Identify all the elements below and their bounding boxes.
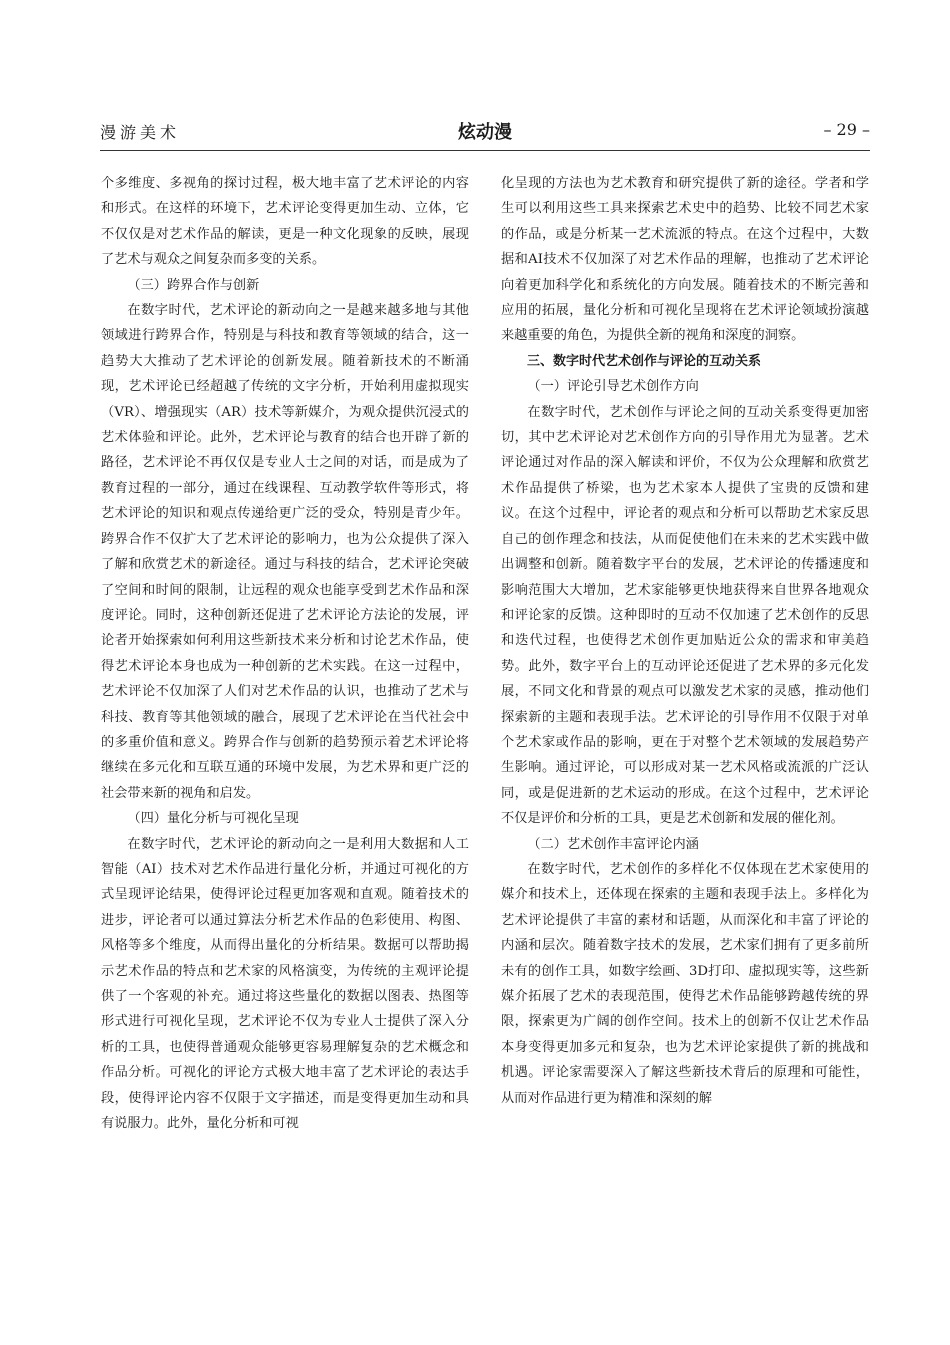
header-rule (100, 150, 870, 151)
journal-name: 漫游美术 (100, 123, 181, 142)
left-column (101, 171, 469, 1136)
page-header (100, 118, 870, 144)
section-heading-interaction: 三、数字时代艺术创作与评论的互动关系 (527, 353, 762, 369)
paragraph-enrich: 在数字时代，艺术创作的多样化不仅体现在艺术家使用的媒介和技术上，还体现在探索的主题和表现手法上。多样化为艺术评论提供了丰富的素材和话题，从而深化和丰富了评论的内涵和层次。随着数字技术的发展，艺术家们拥有了更多前所未有的创作工具，如数字绘画、3D打印、虚拟现实等，这些新媒介拓展了艺术的表现范围，使得艺术作品能够跨越传统的界限，探索更为广阔的创作空间。技术上的创新不仅让艺术作品本身变得更加多元和复杂，也为艺术评论家提供了新的挑战和机遇。评论家需要深入了解这些新技术背后的原理和可能性，从而对作品进行更为精准和深刻的解 (501, 861, 869, 1106)
section-title: 炫动漫 (458, 122, 512, 143)
page-number: – 29 – (823, 120, 870, 139)
subsection-heading-cross-border: （三）跨界合作与创新 (127, 277, 260, 293)
subsection-heading-quantitative: （四）量化分析与可视化呈现 (127, 811, 299, 827)
continued-paragraph: 个多维度、多视角的探讨过程，极大地丰富了艺术评论的内容和形式。在这样的环境下，艺术评论变得更加生动、立体，它不仅仅是对艺术作品的解读，更是一种文化现象的反映，展现了艺术与观众之间复杂而多变的关系。 (101, 176, 469, 268)
paragraph-guide: 在数字时代，艺术创作与评论之间的互动关系变得更加密切，其中艺术评论对艺术创作方向的引导作用尤为显著。艺术评论通过对作品的深入解读和评价，不仅为公众理解和欣赏艺术作品提供了桥梁，也为艺术家本人提供了宝贵的反馈和建议。在这个过程中，评论者的观点和分析可以帮助艺术家反思自己的创作理念和技法，从而促使他们在未来的艺术实践中做出调整和创新。随着数字平台的发展，艺术评论的传播速度和影响范围大大增加，艺术家能够更快地获得来自世界各地观众和评论家的反馈。这种即时的互动不仅加速了艺术创作的反思和迭代过程，也使得艺术创作更加贴近公众的需求和审美趋势。此外，数字平台上的互动评论还促进了艺术界的多元化发展，不同文化和背景的观点可以激发艺术家的灵感，推动他们探索新的主题和表现手法。艺术评论的引导作用不仅限于对单个艺术家或作品的影响，更在于对整个艺术领域的发展趋势产生影响。通过评论，可以形成对某一艺术风格或流派的广泛认同，或是促进新的艺术运动的形成。在这个过程中，艺术评论不仅是评价和分析的工具，更是艺术创新和发展的催化剂。 (501, 404, 869, 827)
subsection-heading-enrich: （二）艺术创作丰富评论内涵 (527, 836, 699, 852)
paragraph-cross-border: 在数字时代，艺术评论的新动向之一是越来越多地与其他领域进行跨界合作，特别是与科技和教育等领域的结合，这一趋势大大推动了艺术评论的创新发展。随着新技术的不断涌现，艺术评论已经超越了传统的文字分析，开始利用虚拟现实（VR）、增强现实（AR）技术等新媒介，为观众提供沉浸式的艺术体验和评论。此外，艺术评论与教育的结合也开辟了新的路径，艺术评论不再仅仅是专业人士之间的对话，而是成为了教育过程的一部分，通过在线课程、互动教学软件等形式，将艺术评论的知识和观点传递给更广泛的受众，特别是青少年。跨界合作不仅扩大了艺术评论的影响力，也为公众提供了深入了解和欣赏艺术的新途径。通过与科技的结合，艺术评论突破了空间和时间的限制，让远程的观众也能享受到艺术作品和深度评论。同时，这种创新还促进了艺术评论方法论的发展，评论者开始探索如何利用这些新技术来分析和讨论艺术作品，使得艺术评论本身也成为一种创新的艺术实践。在这一过程中，艺术评论不仅加深了人们对艺术作品的认识，也推动了艺术与科技、教育等其他领域的融合，展现了艺术评论在当代社会中的多重价值和意义。跨界合作与创新的趋势预示着艺术评论将继续在多元化和互联互通的环境中发展，为艺术界和更广泛的社会带来新的视角和启发。 (101, 303, 469, 801)
right-column (501, 171, 869, 1111)
subsection-heading-guide: （一）评论引导艺术创作方向 (527, 379, 699, 395)
paragraph-quantitative: 在数字时代，艺术评论的新动向之一是利用大数据和人工智能（AI）技术对艺术作品进行量化分析，并通过可视化的方式呈现评论结果，使得评论过程更加客观和直观。随着技术的进步，评论者可以通过算法分析艺术作品的色彩使用、构图、风格等多个维度，从而得出量化的分析结果。数据可以帮助揭示艺术作品的特点和艺术家的风格演变，为传统的主观评论提供了一个客观的补充。通过将这些量化的数据以图表、热图等形式进行可视化呈现，艺术评论不仅为专业人士提供了深入分析的工具，也使得普通观众能够更容易理解复杂的艺术概念和作品分析。可视化的评论方式极大地丰富了艺术评论的表达手段，使得评论内容不仅限于文字描述，而是变得更加生动和具有说服力。此外，量化分析和可视 (101, 836, 469, 1132)
continued-paragraph: 化呈现的方法也为艺术教育和研究提供了新的途径。学者和学生可以利用这些工具来探索艺术史中的趋势、比较不同艺术家的作品，或是分析某一艺术流派的特点。在这个过程中，大数据和AI技术不仅加深了对艺术作品的理解，也推动了艺术评论向着更加科学化和系统化的方向发展。随着技术的不断完善和应用的拓展，量化分析和可视化呈现将在艺术评论领域扮演越来越重要的角色，为提供全新的视角和深度的洞察。 (501, 176, 869, 344)
